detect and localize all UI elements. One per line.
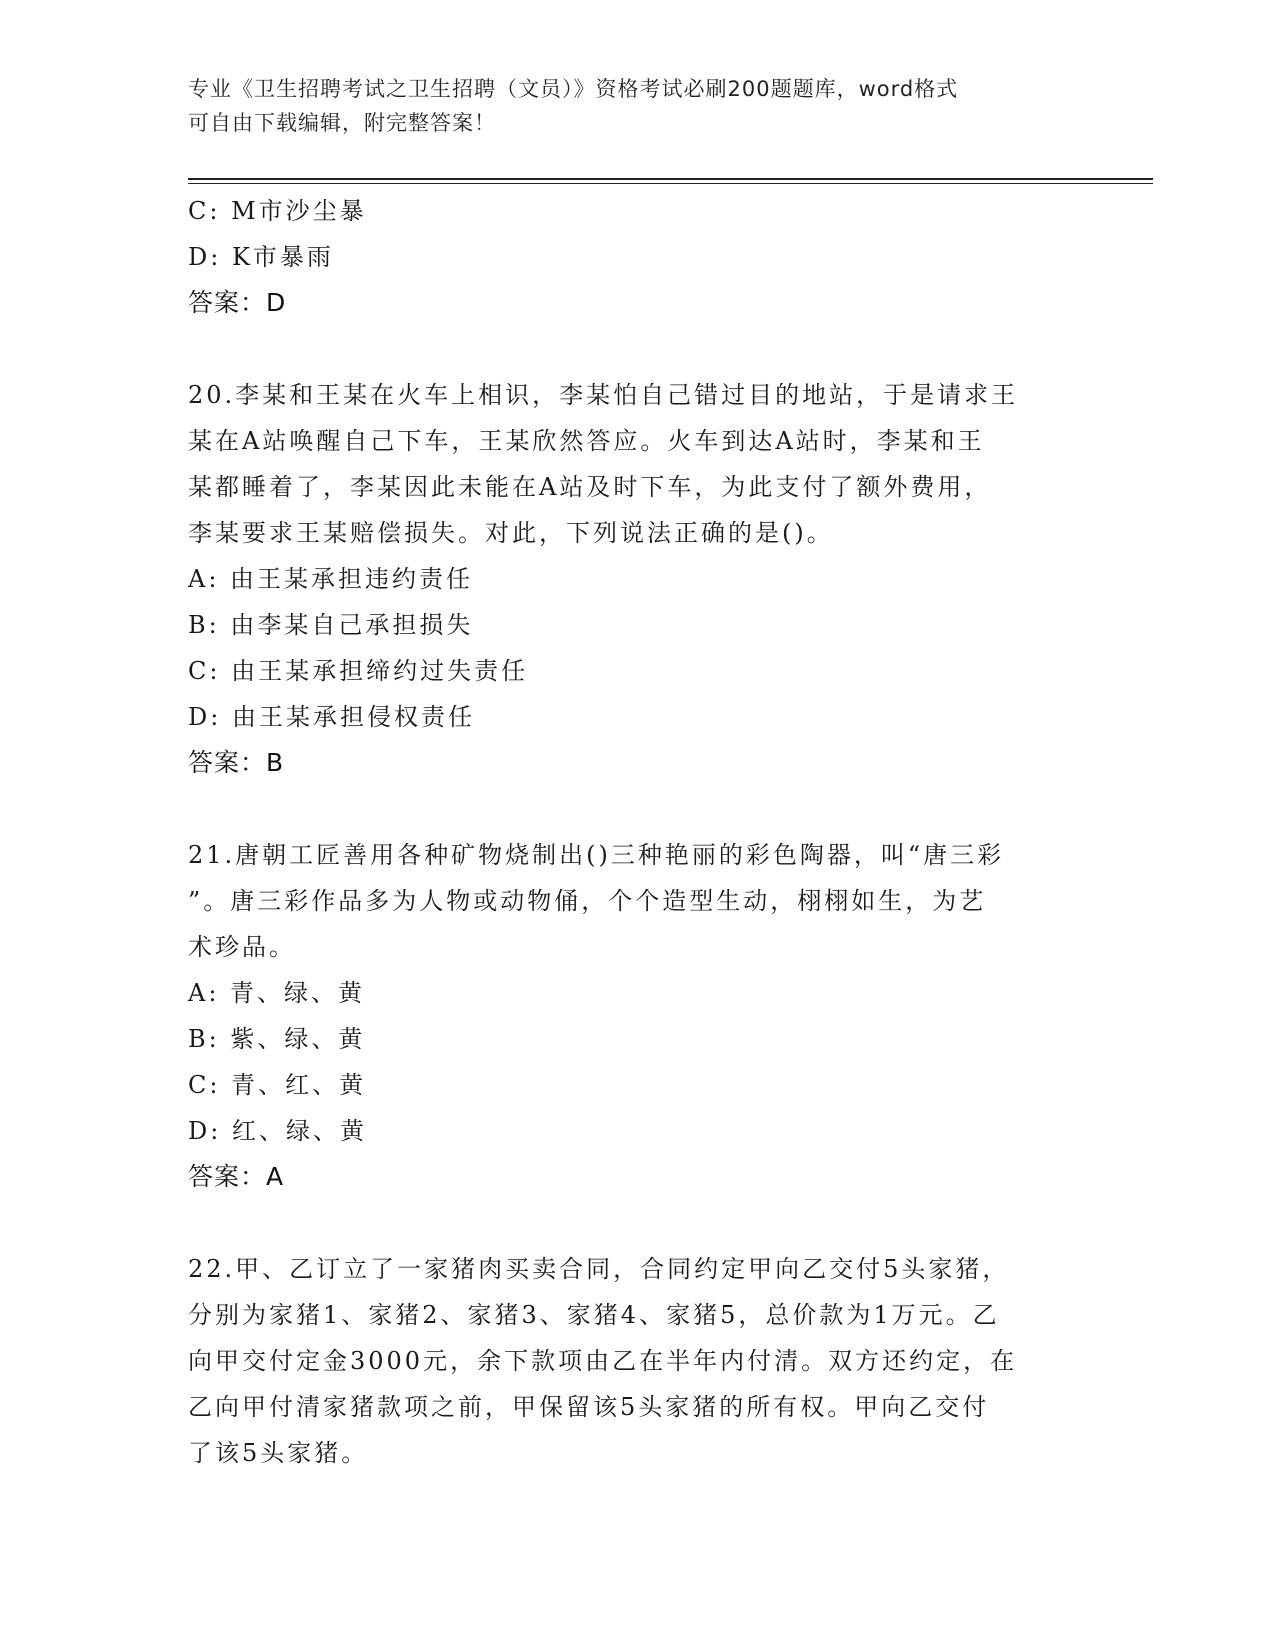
question-text-line: ”。唐三彩作品多为人物或动物俑，个个造型生动，栩栩如生，为艺 [188, 887, 987, 915]
answer-label: 答案：B [188, 748, 285, 777]
question-21 [188, 832, 1088, 1200]
answer-label: 答案：D [188, 288, 287, 317]
question-text-line: 某都睡着了，李某因此未能在A站及时下车，为此支付了额外费用， [188, 473, 992, 501]
question-20 [188, 372, 1088, 786]
question-text-line: 分别为家猪1、家猪2、家猪3、家猪4、家猪5，总价款为1万元。乙 [188, 1301, 1000, 1329]
spacer [188, 1200, 1088, 1246]
document-header [188, 72, 1068, 140]
answer-label: 答案：A [188, 1162, 285, 1191]
question-text-line: 某在A站唤醒自己下车，王某欣然答应。火车到达A站时，李某和王 [188, 427, 985, 455]
option-b: B: 紫、绿、黄 [188, 1025, 366, 1053]
option-a: A: 青、绿、黄 [188, 979, 366, 1007]
question-text-line: 李某要求王某赔偿损失。对此，下列说法正确的是()。 [188, 519, 834, 547]
header-line: 专业《卫生招聘考试之卫生招聘（文员）》资格考试必刷200题题库，word格式 [188, 77, 959, 101]
question-22 [188, 1246, 1088, 1476]
question-text-line: 21.唐朝工匠善用各种矿物烧制出()三种艳丽的彩色陶器，叫“唐三彩 [188, 841, 1005, 869]
option-c: C: M市沙尘暴 [188, 197, 367, 225]
question-text-line: 术珍品。 [188, 933, 296, 961]
header-divider [188, 178, 1153, 184]
question-text-line: 乙向甲付清家猪款项之前，甲保留该5头家猪的所有权。甲向乙交付 [188, 1393, 990, 1421]
option-d: D: K市暴雨 [188, 243, 334, 271]
question-text-line: 20.李某和王某在火车上相识，李某怕自己错过目的地站，于是请求王 [188, 381, 1019, 409]
option-c: C: 青、红、黄 [188, 1071, 367, 1099]
header-line: 可自由下载编辑，附完整答案！ [188, 111, 496, 135]
option-b: B: 由李某自己承担损失 [188, 611, 474, 639]
document-body [188, 188, 1088, 1476]
option-c: C: 由王某承担缔约过失责任 [188, 657, 529, 685]
option-d: D: 由王某承担侵权责任 [188, 703, 475, 731]
option-d: D: 红、绿、黄 [188, 1117, 367, 1145]
question-text-line: 了该5头家猪。 [188, 1439, 369, 1467]
prev-question-tail [188, 188, 1088, 326]
option-a: A: 由王某承担违约责任 [188, 565, 474, 593]
spacer [188, 786, 1088, 832]
question-text-line: 向甲交付定金3000元，余下款项由乙在半年内付清。双方还约定，在 [188, 1347, 1018, 1375]
spacer [188, 326, 1088, 372]
question-text-line: 22.甲、乙订立了一家猪肉买卖合同，合同约定甲向乙交付5头家猪， [188, 1255, 1010, 1283]
